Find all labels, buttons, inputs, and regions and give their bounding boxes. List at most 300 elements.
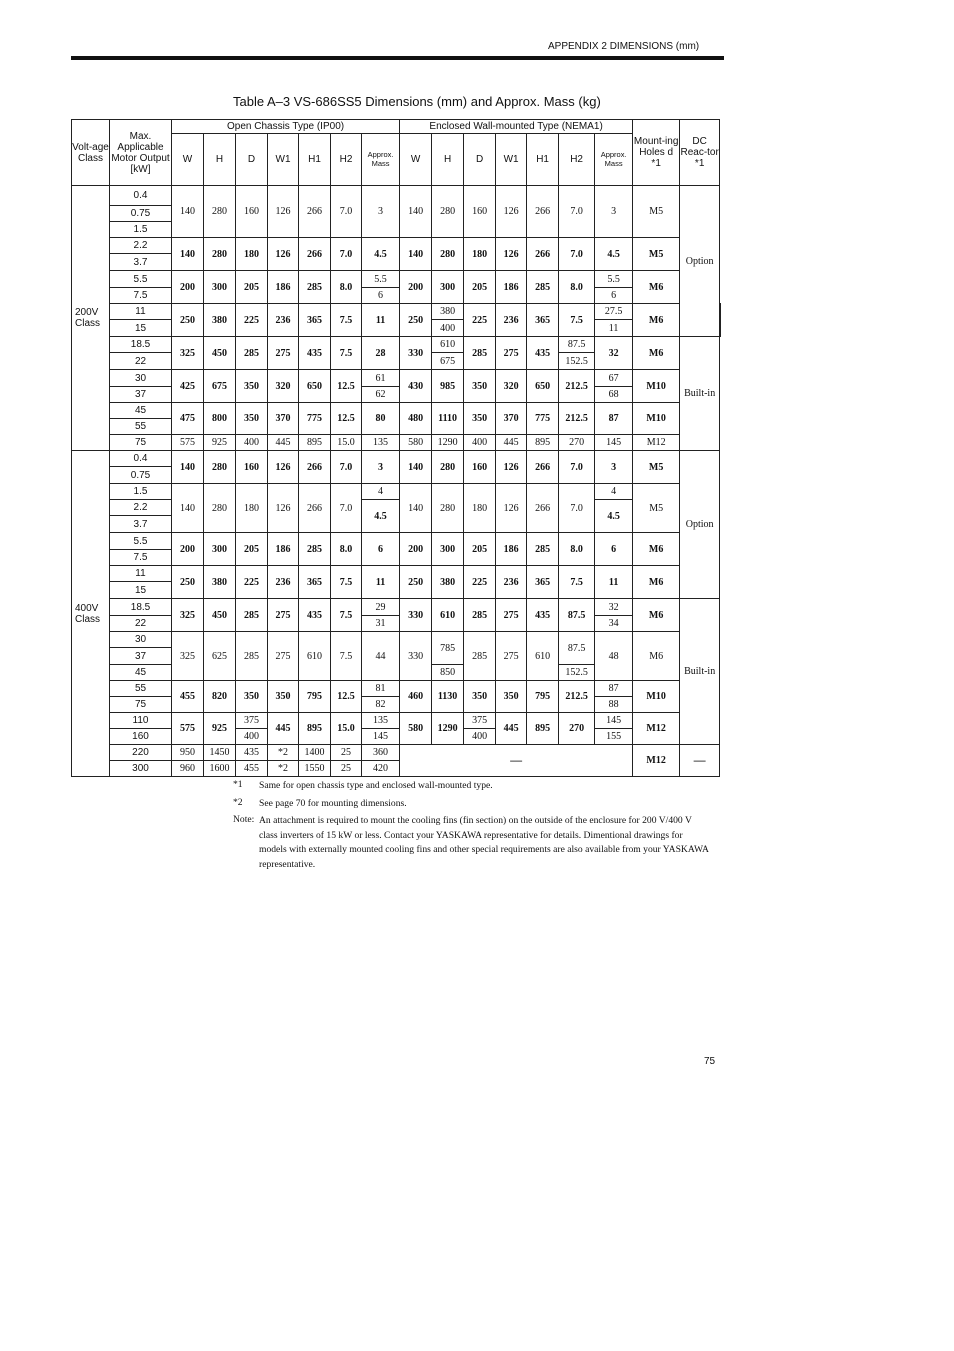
table-cell: 27.5 [595,304,633,320]
table-cell: 7.0 [331,186,362,238]
table-cell: 200 [400,271,432,304]
table-cell: 300 [432,271,464,304]
table-cell: 285 [464,599,496,632]
table-cell: 6 [595,288,633,304]
kw-cell: 7.5 [110,288,172,304]
table-cell: 126 [496,238,527,271]
kw-cell: 15 [110,582,172,599]
kw-cell: 2.2 [110,238,172,254]
table-cell: 5.5 [595,271,633,288]
table-cell: 135 [362,713,400,729]
kw-cell: 1.5 [110,222,172,238]
header-max-motor-output: Max. Applicable Motor Output [kW] [110,120,172,186]
table-cell: 180 [236,484,268,533]
table-cell: 28 [362,337,400,370]
table-cell: 455 [172,681,204,713]
kw-cell: 160 [110,729,172,745]
table-cell: 1290 [432,713,464,745]
table-cell: 145 [595,713,633,729]
footnote-1-text: Same for open chassis type and enclosed wall-mounted type. [259,780,493,791]
table-cell: 7.0 [559,186,595,238]
table-cell: 320 [268,370,299,403]
header-h2: H2 [331,134,362,186]
table-cell: 985 [432,370,464,403]
kw-cell: 18.5 [110,337,172,353]
see-note-2: *2 [268,761,299,777]
table-cell: 205 [236,533,268,566]
table-cell: 795 [299,681,331,713]
table-cell: 285 [236,632,268,681]
note-text: An attachment is required to mount the cooling fins (fin section) on the outside of the enclosure for 200 V/400 V class inverters of 15 kW or less. Contact your YASKAWA representative for details. Dimentional drawings for models with externally mounted cooling fins and other special requirements are also available from your YASKAWA representative. [259,815,709,870]
table-cell: 280 [204,238,236,271]
dc-reactor-option: Option [680,451,720,599]
table-cell: 225 [464,304,496,337]
table-cell: 400 [236,435,268,451]
table-cell: 88 [595,697,633,713]
table-cell: 205 [464,533,496,566]
table-cell: 140 [400,186,432,238]
table-cell: 4 [362,484,400,500]
footnote-2-label: *2 [233,797,243,808]
header-h: H [432,134,464,186]
table-cell: 3 [362,186,400,238]
kw-cell: 0.75 [110,467,172,484]
table-cell: 140 [172,238,204,271]
table-cell: 126 [268,484,299,533]
table-cell: 400 [236,729,268,745]
table-cell: 350 [236,681,268,713]
table-cell: 445 [496,713,527,745]
kw-cell: 0.4 [110,186,172,206]
table-cell: 360 [362,745,400,761]
table-cell: 380 [432,566,464,599]
table-cell: 186 [268,533,299,566]
table-cell: 186 [496,271,527,304]
kw-cell: 0.75 [110,206,172,222]
table-cell: 3 [362,451,400,484]
kw-cell: 37 [110,648,172,665]
table-cell: 1110 [432,403,464,435]
table-cell: 960 [172,761,204,777]
table-cell: 480 [400,403,432,435]
table-cell: 325 [172,632,204,681]
table-cell: 280 [204,451,236,484]
kw-cell: 37 [110,387,172,403]
table-cell: 775 [299,403,331,435]
table-cell: 140 [172,451,204,484]
kw-cell: 30 [110,632,172,648]
table-cell: 5.5 [362,271,400,288]
table-cell: 420 [362,761,400,777]
table-cell: 1450 [204,745,236,761]
table-cell: 11 [595,320,633,337]
kw-cell: 2.2 [110,500,172,516]
kw-cell: 7.5 [110,550,172,566]
table-cell: 126 [268,238,299,271]
table-cell: 475 [172,403,204,435]
table-cell: 1130 [432,681,464,713]
table-cell: 68 [595,387,633,403]
table-cell: 460 [400,681,432,713]
table-cell: 266 [527,186,559,238]
table-cell: 275 [268,337,299,370]
table-cell: 11 [362,304,400,337]
table-cell: 25 [331,761,362,777]
table-cell: 895 [527,713,559,745]
kw-cell: 5.5 [110,271,172,288]
table-cell: 12.5 [331,403,362,435]
table-cell: 350 [268,681,299,713]
table-cell: 67 [595,370,633,387]
kw-cell: 110 [110,713,172,729]
header-h1: H1 [527,134,559,186]
header-h: H [204,134,236,186]
table-cell: 266 [299,186,331,238]
table-cell: 350 [496,681,527,713]
kw-cell: 55 [110,419,172,435]
table-cell: 895 [299,435,331,451]
table-cell: 266 [299,238,331,271]
table-cell: 180 [464,238,496,271]
table-cell: M6 [633,566,680,599]
table-cell: 285 [464,337,496,370]
voltage-class-cell: 400V Class [72,451,110,777]
table-cell: 350 [236,403,268,435]
dimensions-table [71,119,721,777]
table-cell: 4 [595,484,633,500]
page-number: 75 [704,1056,716,1067]
table-cell: 350 [236,370,268,403]
table-cell: 285 [464,632,496,681]
table-cell: 270 [559,435,595,451]
kw-cell: 75 [110,697,172,713]
table-cell: 320 [496,370,527,403]
kw-cell: 11 [110,304,172,320]
kw-cell: 3.7 [110,254,172,271]
table-cell: 1550 [299,761,331,777]
table-cell: 365 [527,566,559,599]
table-cell: 48 [595,632,633,681]
table-cell: 7.0 [331,451,362,484]
table-cell: M12 [633,713,680,745]
header-dc-reactor: DC Reac-tor *1 [680,120,720,186]
table-cell: 400 [464,435,496,451]
table-cell: 205 [236,271,268,304]
table-cell: 450 [204,337,236,370]
header-mounting-holes: Mount-ing Holes d *1 [633,120,680,186]
table-cell: 280 [432,484,464,533]
table-cell: 795 [527,681,559,713]
header-voltage-class: Volt-age Class [72,120,110,186]
table-cell: 62 [362,387,400,403]
table-cell: 280 [204,186,236,238]
table-cell: 7.0 [559,484,595,533]
table-cell: 325 [172,337,204,370]
table-cell: 300 [204,533,236,566]
table-cell: 180 [464,484,496,533]
kw-cell: 75 [110,435,172,451]
table-cell: 435 [527,599,559,632]
table-cell: 580 [400,713,432,745]
table-cell: 7.0 [331,238,362,271]
table-cell: 25 [331,745,362,761]
header-h2: H2 [559,134,595,186]
table-cell: 4.5 [595,238,633,271]
table-cell: 380 [204,566,236,599]
table-cell: 330 [400,337,432,370]
table-cell: 785 [432,632,464,665]
table-cell: 140 [400,238,432,271]
table-cell: 135 [362,435,400,451]
table-cell: 575 [172,713,204,745]
table-cell: 370 [268,403,299,435]
table-cell: 3 [595,451,633,484]
table-cell: 275 [268,632,299,681]
table-cell: 610 [432,599,464,632]
table-cell: M5 [633,186,680,238]
table-cell: 11 [362,566,400,599]
table-cell: 236 [496,566,527,599]
table-cell: 610 [299,632,331,681]
table-cell: 160 [464,451,496,484]
kw-cell: 45 [110,403,172,419]
table-cell: 580 [400,435,432,451]
table-cell: 7.5 [331,632,362,681]
table-cell: 455 [236,761,268,777]
table-cell: M6 [633,271,680,304]
see-note-2: *2 [268,745,299,761]
table-cell: 365 [299,566,331,599]
table-cell: 6 [362,288,400,304]
table-cell: 250 [172,566,204,599]
table-cell: 140 [400,451,432,484]
table-cell: 7.5 [331,304,362,337]
table-cell: 1290 [432,435,464,451]
table-cell: 152.5 [559,665,595,681]
table-cell: 8.0 [559,533,595,566]
table-cell: 775 [527,403,559,435]
table-cell: 15.0 [331,435,362,451]
voltage-class-cell: 200V Class [72,186,110,451]
table-cell: 370 [496,403,527,435]
table-cell: 200 [172,271,204,304]
table-cell: 820 [204,681,236,713]
table-cell: 275 [496,337,527,370]
table-cell [720,304,721,337]
kw-cell: 0.4 [110,451,172,467]
table-cell: 435 [236,745,268,761]
running-head: APPENDIX 2 DIMENSIONS (mm) [548,41,700,52]
table-cell: 365 [299,304,331,337]
header-rule [71,56,724,60]
table-cell: 87.5 [559,632,595,665]
table-cell: 610 [432,337,464,353]
table-cell: 126 [496,186,527,238]
table-cell: 32 [595,599,633,616]
table-cell: 140 [172,484,204,533]
kw-cell: 45 [110,665,172,681]
table-cell: M6 [633,533,680,566]
table-cell: 350 [464,370,496,403]
table-cell: 250 [400,566,432,599]
table-cell: 160 [236,186,268,238]
table-cell: 236 [268,304,299,337]
table-cell: M10 [633,681,680,713]
table-cell: 200 [172,533,204,566]
table-cell: 6 [595,533,633,566]
table-cell: 325 [172,599,204,632]
kw-cell: 300 [110,761,172,777]
table-cell: 200 [400,533,432,566]
table-cell: 250 [172,304,204,337]
table-cell: 266 [299,451,331,484]
table-cell: 330 [400,599,432,632]
table-cell: 650 [299,370,331,403]
table-cell: 186 [268,271,299,304]
table-cell: 126 [496,484,527,533]
dc-reactor-option: Option [680,186,720,337]
table-cell: M10 [633,370,680,403]
table-cell: 11 [595,566,633,599]
table-cell: 435 [299,337,331,370]
dc-reactor-built-in: Built-in [680,599,720,745]
table-cell: M5 [633,451,680,484]
table-cell: 280 [432,451,464,484]
table-cell: 126 [268,451,299,484]
table-cell: M6 [633,632,680,681]
table-cell: 34 [595,616,633,632]
table-cell: 80 [362,403,400,435]
table-cell: 675 [432,353,464,370]
table-cell: 186 [496,533,527,566]
table-title: Table A–3 VS-686SS5 Dimensions (mm) and Approx. Mass (kg) [233,94,601,109]
table-cell: M6 [633,337,680,370]
table-cell: 350 [464,403,496,435]
table-cell: 140 [400,484,432,533]
table-cell: 285 [236,337,268,370]
table-cell: 87 [595,681,633,697]
table-cell: 140 [172,186,204,238]
table-cell: 180 [236,238,268,271]
table-cell: 895 [527,435,559,451]
table-cell: 7.0 [559,451,595,484]
table-cell: 31 [362,616,400,632]
table-cell: 7.0 [331,484,362,533]
footnote-2-text: See page 70 for mounting dimensions. [259,798,407,809]
note-label: Note: [233,814,255,825]
kw-cell: 5.5 [110,533,172,550]
table-cell: 800 [204,403,236,435]
kw-cell: 1.5 [110,484,172,500]
table-cell: 445 [268,435,299,451]
table-cell: 8.0 [331,533,362,566]
table-cell: 32 [595,337,633,370]
table-cell: 285 [527,533,559,566]
kw-cell: 55 [110,681,172,697]
table-cell: 285 [299,533,331,566]
table-cell: 425 [172,370,204,403]
table-cell: M5 [633,238,680,271]
table-cell: 12.5 [331,370,362,403]
table-cell: M5 [633,484,680,533]
table-cell: 950 [172,745,204,761]
header-w1: W1 [496,134,527,186]
header-d: D [236,134,268,186]
table-cell: 225 [236,304,268,337]
table-cell: 250 [400,304,432,337]
table-cell: 4.5 [362,238,400,271]
table-cell: 212.5 [559,681,595,713]
table-cell: 236 [268,566,299,599]
table-cell: 275 [496,599,527,632]
table-cell: 3 [595,186,633,238]
table-cell: 435 [299,599,331,632]
table-cell: 8.0 [559,271,595,304]
table-cell: 610 [527,632,559,681]
table-cell: M10 [633,403,680,435]
table-cell: 280 [204,484,236,533]
table-cell: 675 [204,370,236,403]
table-cell: 380 [432,304,464,320]
table-cell: 155 [595,729,633,745]
table-cell: 925 [204,713,236,745]
table-cell: 266 [527,451,559,484]
table-cell: 160 [464,186,496,238]
table-cell: 895 [299,713,331,745]
table-cell: 12.5 [331,681,362,713]
table-cell: 126 [496,451,527,484]
header-approx-mass: Approx. Mass [362,134,400,186]
table-cell: 270 [559,713,595,745]
header-d: D [464,134,496,186]
table-cell: 380 [204,304,236,337]
dc-reactor-built-in: Built-in [680,337,720,451]
table-cell: 330 [400,632,432,681]
table-cell: 1400 [299,745,331,761]
table-cell: 81 [362,681,400,697]
table-cell: 430 [400,370,432,403]
table-cell: 82 [362,697,400,713]
table-cell: 365 [527,304,559,337]
table-cell: 236 [496,304,527,337]
enclosed-not-available: — [400,745,633,777]
table-cell: 7.0 [559,238,595,271]
table-cell: 266 [299,484,331,533]
table-cell: 4.5 [362,500,400,533]
table-cell: 625 [204,632,236,681]
kw-cell: 18.5 [110,599,172,616]
kw-cell: 22 [110,353,172,370]
table-cell: 61 [362,370,400,387]
table-cell: 285 [299,271,331,304]
kw-cell: 220 [110,745,172,761]
header-w1: W1 [268,134,299,186]
table-cell: 266 [527,238,559,271]
table-cell: 6 [362,533,400,566]
table-cell: 145 [595,435,633,451]
table-cell: M6 [633,599,680,632]
table-cell: 400 [432,320,464,337]
table-cell: 445 [496,435,527,451]
table-cell: 225 [236,566,268,599]
table-cell: 44 [362,632,400,681]
table-cell: 212.5 [559,370,595,403]
header-approx-mass: Approx. Mass [595,134,633,186]
header-h1: H1 [299,134,331,186]
table-cell: 445 [268,713,299,745]
kw-cell: 3.7 [110,516,172,533]
table-cell: 275 [268,599,299,632]
